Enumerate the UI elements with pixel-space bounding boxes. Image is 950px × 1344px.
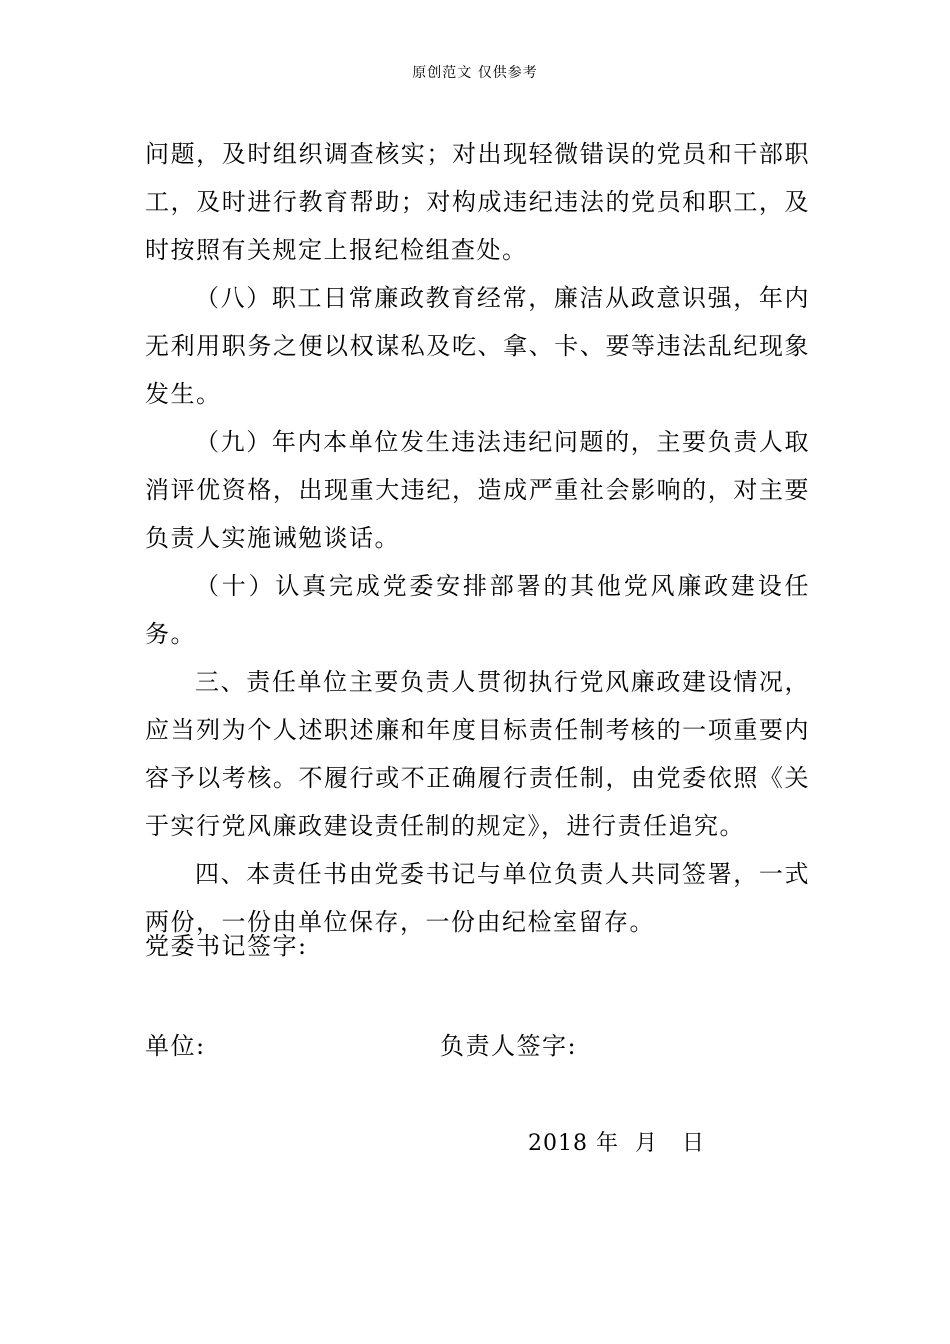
page-header: 原创范文 仅供参考 (412, 65, 538, 81)
paragraph-item-9: （九）年内本单位发生违法违纪问题的，主要负责人取消评优资格，出现重大违纪，造成严重社会影响的，对主要负责人实施诫勉谈话。 (145, 428, 810, 552)
paragraph-item-10: （十）认真完成党委安排部署的其他党风廉政建设任务。 (145, 572, 810, 648)
person-in-charge-signature-label: 负责人签字: (440, 1032, 578, 1060)
document-body (145, 130, 810, 946)
paragraph-section-4: 四、本责任书由党委书记与单位负责人共同签署，一式两份，一份由单位保存，一份由纪检室留存。 (145, 860, 810, 936)
paragraph-item-8: （八）职工日常廉政教育经常，廉洁从政意识强，年内无利用职务之便以权谋私及吃、拿、卡、要等违法乱纪现象发生。 (145, 284, 810, 408)
signing-date: 2018 年 月 日 (528, 1131, 705, 1156)
unit-label: 单位: (145, 1032, 206, 1060)
paragraph-continuation: 问题，及时组织调查核实；对出现轻微错误的党员和干部职工，及时进行教育帮助；对构成违纪违法的党员和职工，及时按照有关规定上报纪检组查处。 (145, 140, 810, 264)
party-secretary-signature-label: 党委书记签字: (145, 932, 308, 960)
paragraph-section-3: 三、责任单位主要负责人贯彻执行党风廉政建设情况，应当列为个人述职述廉和年度目标责任制考核的一项重要内容予以考核。不履行或不正确履行责任制，由党委依照《关于实行党风廉政建设责任制的规定》，进行责任追究。 (145, 668, 810, 840)
